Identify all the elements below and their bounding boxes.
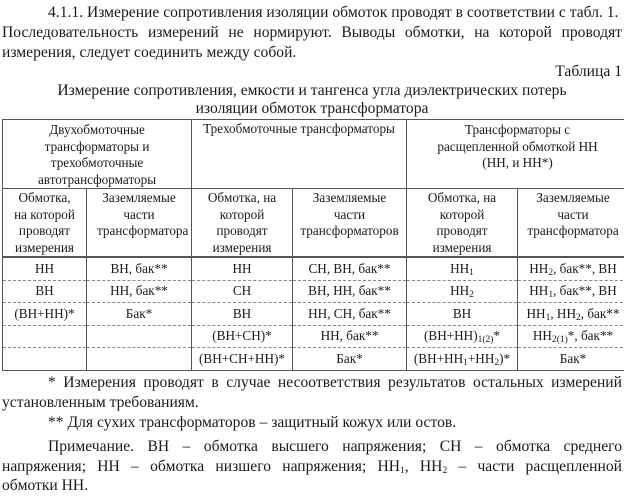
subscript: 1: [463, 358, 468, 368]
cell-winding: ВН: [3, 280, 87, 303]
sub-header-row: [3, 189, 624, 258]
note-line-1: Примечание. ВН – обмотка высшего напряжения; СН – обмотка среднего: [48, 437, 622, 457]
table-title-line-2: изоляции обмоток трансформатора: [0, 99, 624, 119]
cell-winding: [407, 280, 518, 303]
cell-grounded: Бак*: [87, 303, 192, 326]
cell-text: *, бак**: [568, 328, 613, 343]
subscript: 2: [576, 313, 581, 323]
table-title-line-1: Измерение сопротивления, емкости и тангенса угла диэлектрических потерь: [0, 81, 624, 101]
table-label: Таблица 1: [555, 62, 622, 82]
subscript: 1: [548, 290, 553, 300]
cell-winding: ВН: [407, 303, 518, 326]
cell-winding: (ВН+СН)*: [192, 325, 293, 348]
note-line-2: [2, 457, 622, 477]
cell-text: , бак**: [581, 306, 620, 321]
note-text: – части расщепленной: [447, 458, 622, 475]
footnote-1-line-2: установленным требованиям.: [2, 393, 199, 413]
cell-grounded: [518, 325, 624, 348]
group-header-two-winding: Двухобмоточные трансформаторы и трехобмоточные автотрансформаторы: [3, 120, 192, 189]
subscript: 1: [546, 313, 551, 323]
note-line-3: обмотки НН.: [2, 476, 88, 496]
subscript: 2: [442, 466, 447, 476]
table-row: [3, 257, 624, 280]
cell-text: НН: [529, 283, 548, 298]
cell-winding: [3, 325, 87, 348]
sub-header-winding: Обмотка, на которой проводят измерения: [3, 189, 87, 258]
cell-grounded: [518, 257, 624, 280]
cell-text: +НН: [468, 351, 495, 366]
group-header-row: [3, 120, 624, 189]
table-row: [3, 280, 624, 303]
insulation-measurement-table: [2, 119, 624, 371]
intro-line-3: измерения, следует соединить между собой.: [2, 43, 296, 63]
cell-grounded: [87, 325, 192, 348]
cell-text: (ВН+НН: [414, 351, 463, 366]
note-text: , НН: [405, 458, 443, 475]
intro-line-2: Последовательность измерений не нормируют. Выводы обмотки, на которой проводят: [2, 23, 622, 43]
cell-winding: (ВН+СН+НН)*: [192, 348, 293, 371]
sub-header-grounded: Заземляемые части трансформатора: [518, 189, 624, 258]
cell-winding: ВН: [192, 303, 293, 326]
cell-text: , бак**, ВН: [553, 261, 617, 276]
cell-grounded: ВН, бак**: [87, 257, 192, 280]
cell-grounded: Бак*: [293, 348, 407, 371]
subscript: 1: [400, 466, 405, 476]
table-row: [3, 348, 624, 371]
cell-winding: (ВН+НН)*: [3, 303, 87, 326]
note-text: напряжения; НН – обмотка низшего напряжения; НН: [2, 458, 400, 475]
cell-grounded: [518, 303, 624, 326]
cell-winding: [407, 325, 518, 348]
cell-grounded: Бак*: [518, 348, 624, 371]
cell-text: )*: [499, 351, 510, 366]
subscript: 2: [548, 268, 553, 278]
cell-grounded: СН, ВН, бак**: [293, 257, 407, 280]
footnote-2: ** Для сухих трансформаторов – защитный кожух или остов.: [48, 413, 456, 433]
cell-grounded: НН, СН, бак**: [293, 303, 407, 326]
cell-text: (ВН+НН): [424, 328, 478, 343]
cell-text: *: [493, 328, 500, 343]
sub-header-winding: Обмотка, на которой проводят измерения: [407, 189, 518, 258]
cell-winding: СН: [192, 280, 293, 303]
cell-winding: [3, 348, 87, 371]
cell-grounded: [518, 280, 624, 303]
cell-text: НН: [450, 283, 469, 298]
sub-header-grounded: Заземляемые части трансформатора: [87, 189, 192, 258]
cell-winding: [407, 348, 518, 371]
cell-text: , бак**, ВН: [553, 283, 617, 298]
group-header-split-winding: Трансформаторы с расщепленной обмоткой НН (НН, и НН*): [407, 120, 624, 189]
intro-line-1: 4.1.1. Измерение сопротивления изоляции обмоток проводят в соответствии с табл. 1.: [48, 3, 618, 23]
cell-text: НН: [529, 261, 548, 276]
sub-header-grounded: Заземляемые части трансформаторов: [293, 189, 407, 258]
subscript: 2: [469, 290, 474, 300]
cell-grounded: ВН, НН, бак**: [293, 280, 407, 303]
cell-grounded: [87, 348, 192, 371]
table-row: [3, 303, 624, 326]
subscript: 1: [469, 268, 474, 278]
cell-text: НН: [450, 261, 469, 276]
sub-header-winding: Обмотка, на которой проводят измерения: [192, 189, 293, 258]
cell-text: НН: [527, 306, 546, 321]
cell-grounded: НН, бак**: [293, 325, 407, 348]
cell-grounded: НН, бак**: [87, 280, 192, 303]
table-row: [3, 325, 624, 348]
cell-text: НН: [533, 328, 552, 343]
subscript: 2: [494, 358, 499, 368]
group-header-three-winding: Трехобмоточные трансформаторы: [192, 120, 407, 189]
cell-winding: НН: [3, 257, 87, 280]
subscript: 2(1): [552, 335, 568, 345]
subscript: 1(2): [478, 335, 494, 345]
cell-winding: [407, 257, 518, 280]
footnote-1-line-1: * Измерения проводят в случае несоответствия результатов остальных измерений: [48, 373, 622, 393]
cell-winding: НН: [192, 257, 293, 280]
cell-text: , НН: [550, 306, 576, 321]
